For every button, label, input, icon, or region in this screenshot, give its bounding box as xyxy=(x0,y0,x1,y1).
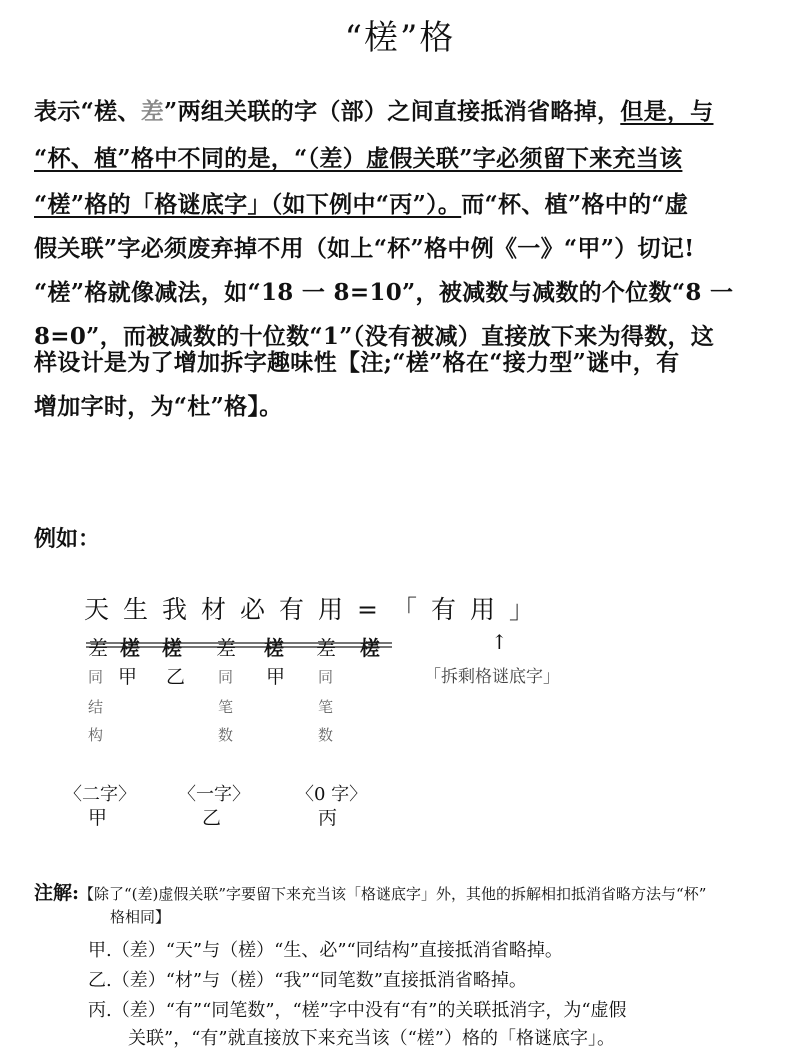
sub-char: 结 xyxy=(88,698,104,716)
row-char: 差 xyxy=(316,636,336,660)
arrow-up-icon: ↑ xyxy=(491,630,508,654)
para-line-5: “槎”格就像减法，如“18 一 8=10”，被减数与减数的个位数“8 一 xyxy=(34,279,734,306)
row-char: 槎 xyxy=(162,636,182,660)
sub-char: 数 xyxy=(218,726,234,744)
label-char: 同 xyxy=(218,668,234,686)
para-text: “槎”格的「格谜底字」（如下例中“丙”）。 xyxy=(34,191,462,218)
sub-char: 笔 xyxy=(318,698,334,716)
group-label: 〈0 字〉 xyxy=(296,784,368,805)
label-char: 甲 xyxy=(118,666,138,688)
group-char: 乙 xyxy=(202,807,222,829)
para-text: 差 xyxy=(140,98,165,125)
para-line-7: 样设计是为了增加拆字趣味性【注;“槎”格在“接力型”谜中，有 xyxy=(34,349,680,376)
para-text: ”两组关联的字（部）之间直接抵消省略掉， xyxy=(164,98,621,125)
para-text: 表示“槎、 xyxy=(34,98,141,125)
group-label: 〈一字〉 xyxy=(178,784,250,805)
group-char: 甲 xyxy=(88,807,108,829)
label-char: 同 xyxy=(318,668,334,686)
sub-char: 数 xyxy=(318,726,334,744)
note-line: 关联”，“有”就直接放下来充当该（“槎”）格的「格谜底字」。 xyxy=(128,1028,616,1049)
note-line: 乙.（差）“材”与（槎）“我”“同笔数”直接抵消省略掉。 xyxy=(88,970,527,991)
sub-char: 笔 xyxy=(218,698,234,716)
row-char: 槎 xyxy=(264,636,284,660)
row-char: 差 xyxy=(216,636,236,660)
label-char: 甲 xyxy=(266,666,286,688)
label-char: 乙 xyxy=(166,666,186,688)
note-head-text-2: 格相同】 xyxy=(110,908,171,926)
label-char: 同 xyxy=(88,668,104,686)
row-char: 槎 xyxy=(120,636,140,660)
para-line-6: 8=0”，而被减数的十位数“1”（没有被减）直接放下来为得数，这 xyxy=(34,323,715,350)
row-char: 差 xyxy=(88,636,108,660)
row-char: 槎 xyxy=(360,636,380,660)
note-head-text: 【除了“(差)虚假关联”字要留下来充当该「格谜底字」外，其他的拆解相扣抵消省略方法与“杯” xyxy=(79,885,707,903)
para-text: 而“杯、植”格中的“虚 xyxy=(461,191,689,218)
answer-note: 「拆剩格谜底字」 xyxy=(424,667,560,687)
para-line-8: 增加字时，为“杜”格】。 xyxy=(34,393,283,420)
para-line-2: “杯、植”格中不同的是，“（差）虚假关联”字必须留下来充当该 xyxy=(34,145,683,172)
page-title: “槎”格 xyxy=(344,18,456,58)
para-text: 但是，与 xyxy=(620,98,714,125)
example-label: 例如： xyxy=(34,526,101,552)
note-head-label: 注解: xyxy=(34,882,80,904)
note-line: 甲.（差）“天”与（槎）“生、必”“同结构”直接抵消省略掉。 xyxy=(88,940,563,961)
para-line-4: 假关联”字必须废弃掉不用（如上“杯”格中例《一》“甲”）切记! xyxy=(34,235,695,262)
note-heading xyxy=(34,878,706,905)
example-sentence: 天生我材必有用=「有用」 xyxy=(84,595,548,624)
group-label: 〈二字〉 xyxy=(64,784,136,805)
group-char: 丙 xyxy=(318,807,338,829)
note-line: 丙.（差）“有”“同笔数”，“槎”字中没有“有”的关联抵消字，为“虚假 xyxy=(88,1000,627,1021)
sub-char: 构 xyxy=(88,726,104,744)
